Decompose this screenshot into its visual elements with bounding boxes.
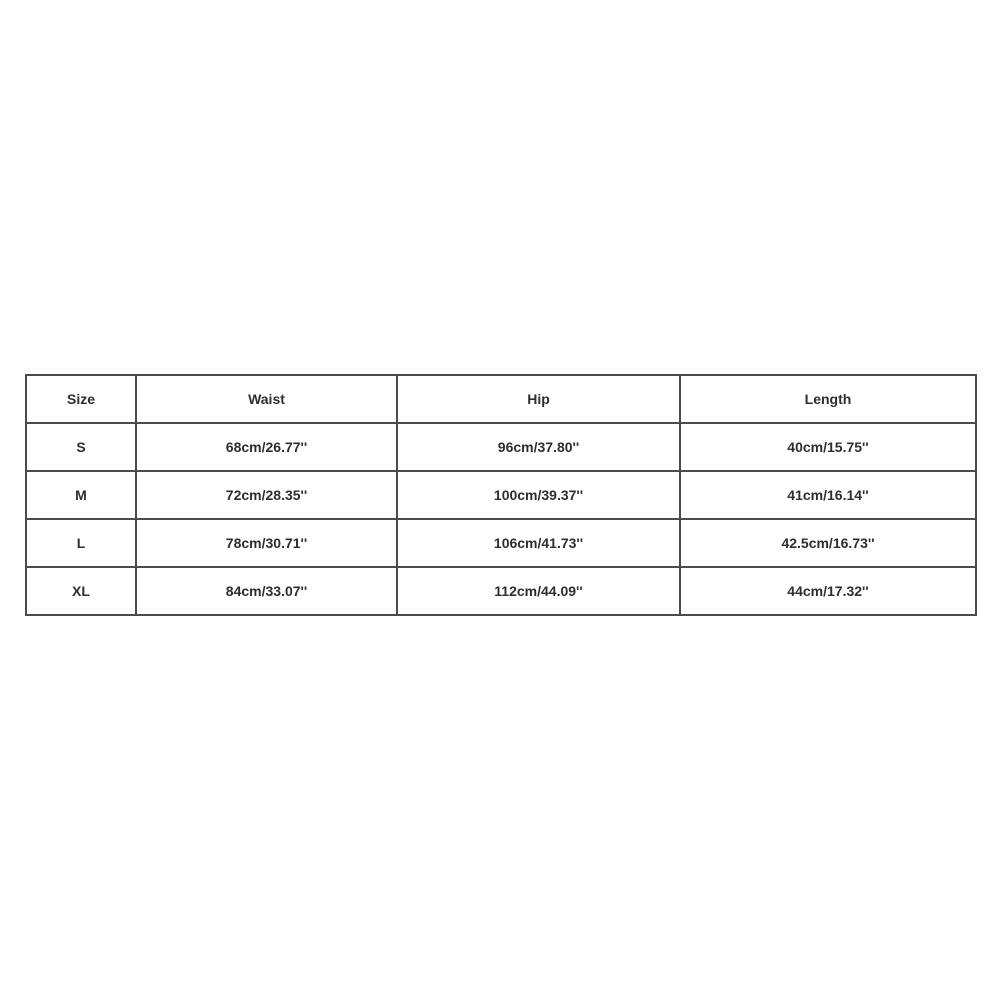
cell-waist: 78cm/30.71'' (136, 519, 397, 567)
cell-length: 41cm/16.14'' (680, 471, 976, 519)
cell-hip: 112cm/44.09'' (397, 567, 680, 615)
cell-waist: 84cm/33.07'' (136, 567, 397, 615)
table-row (26, 567, 976, 615)
header-length: Length (680, 375, 976, 423)
table-header-row (26, 375, 976, 423)
cell-hip: 96cm/37.80'' (397, 423, 680, 471)
cell-size: S (26, 423, 136, 471)
cell-hip: 100cm/39.37'' (397, 471, 680, 519)
cell-length: 42.5cm/16.73'' (680, 519, 976, 567)
cell-hip: 106cm/41.73'' (397, 519, 680, 567)
table-row (26, 471, 976, 519)
cell-length: 44cm/17.32'' (680, 567, 976, 615)
header-size: Size (26, 375, 136, 423)
size-chart-table (25, 374, 977, 616)
table-row (26, 519, 976, 567)
table-row (26, 423, 976, 471)
cell-size: XL (26, 567, 136, 615)
cell-size: L (26, 519, 136, 567)
cell-waist: 68cm/26.77'' (136, 423, 397, 471)
cell-length: 40cm/15.75'' (680, 423, 976, 471)
cell-waist: 72cm/28.35'' (136, 471, 397, 519)
cell-size: M (26, 471, 136, 519)
header-waist: Waist (136, 375, 397, 423)
header-hip: Hip (397, 375, 680, 423)
